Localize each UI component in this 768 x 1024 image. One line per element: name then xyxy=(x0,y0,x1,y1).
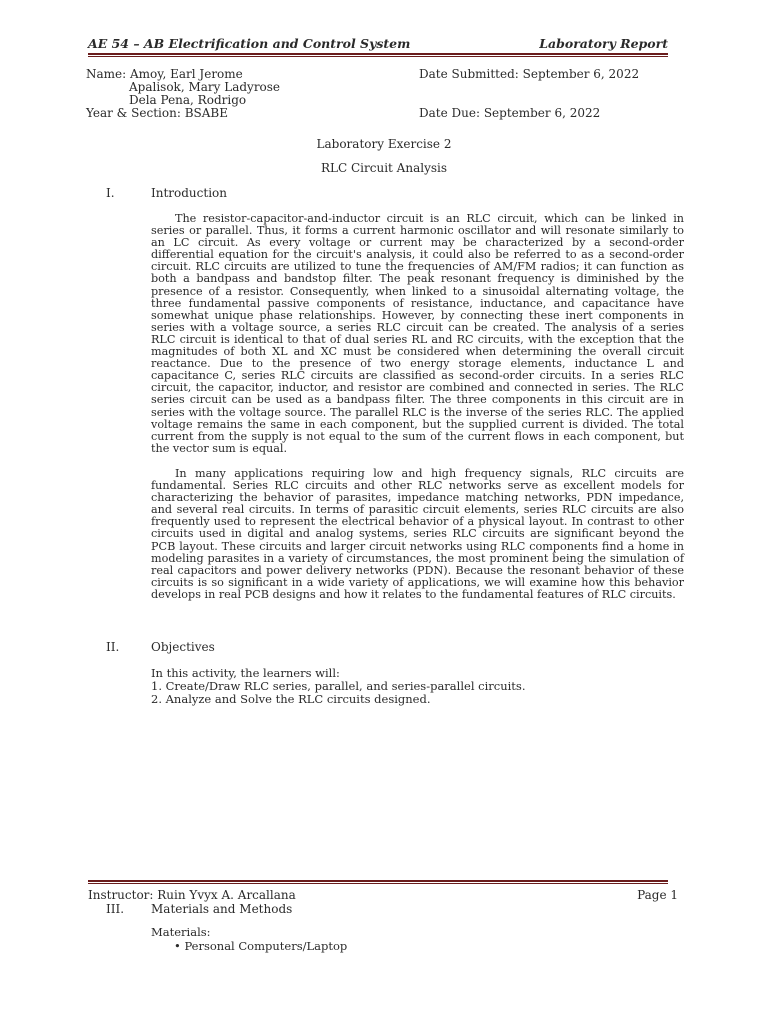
page-number: Page 1 xyxy=(637,888,678,902)
objective-item-1: 1. Create/Draw RLC series, parallel, and series-parallel circuits. xyxy=(151,679,526,693)
footer-rule xyxy=(88,880,668,882)
name-label: Name: xyxy=(86,67,127,81)
section-title-materials: Materials and Methods xyxy=(151,902,293,916)
instructor-name: Instructor: Ruin Yvyx A. Arcallana xyxy=(88,888,296,902)
exercise-number: Laboratory Exercise 2 xyxy=(316,137,452,151)
section-numeral-objectives: II. xyxy=(106,640,120,654)
student-name-2: Apalisok, Mary Ladyrose xyxy=(129,80,281,94)
intro-paragraph-1: The resistor-capacitor-and-inductor circuit is an RLC circuit, which can be linked in series or parallel. Thus, it forms a current harmonic oscillator and will resonate similarly to an LC circuit. As every voltage or current may be characterized by a second-order differential equation for the circuit's analysis, it could also be referred to as a second-order circuit. RLC circuits are utilized to tune the frequencies of AM/FM radios; it can function as both a bandpass and bandstop filter. The peak resonant frequency is diminished by the presence of a resistor. Consequently, when linked to a sinusoidal alternating voltage, the three fundamental passive components of resistance, inductance, and capacitance have somewhat unique phase relationships. However, by connecting these inert components in series with a voltage source, a series RLC circuit can be created. The analysis of a series RLC circuit is identical to that of dual series RL and RC circuits, with the exception that the magnitudes of both XL and XC must be considered when determining the overall circuit reactance. Due to the presence of two energy storage elements, inductance L and capacitance C, series RLC circuits are classified as second-order circuits. In a series RLC circuit, the capacitor, inductor, and resistor are combined and connected in series. The RLC series circuit can be used as a bandpass filter. The three components in this circuit are in series with the voltage source. The parallel RLC is the inverse of the series RLC. The applied voltage remains the same in each component, but the supplied current is divided. The total current from the supply is not equal to the sum of the current flows in each component, but the vector sum is equal. xyxy=(151,212,684,455)
date-submitted: Date Submitted: September 6, 2022 xyxy=(419,67,640,81)
date-due: Date Due: September 6, 2022 xyxy=(419,106,601,120)
student-name-3: Dela Pena, Rodrigo xyxy=(129,93,247,107)
year-section: Year & Section: BSABE xyxy=(86,106,228,120)
course-title: AE 54 – AB Electrification and Control System xyxy=(88,36,411,51)
materials-subhead: Materials: xyxy=(151,925,211,939)
section-title-objectives: Objectives xyxy=(151,640,215,654)
objectives-lead: In this activity, the learners will: xyxy=(151,666,340,680)
document-type: Laboratory Report xyxy=(539,36,668,51)
footer-rule-thin xyxy=(88,883,668,884)
header-rule xyxy=(88,53,668,55)
header-rule-thin xyxy=(88,56,668,57)
section-numeral-materials: III. xyxy=(106,902,125,916)
section-numeral-intro: I. xyxy=(106,186,115,200)
intro-paragraph-2: In many applications requiring low and high frequency signals, RLC circuits are fundamental. Series RLC circuits and other RLC networks serve as excellent models for characterizing the behavior of parasites, impedance matching networks, PDN impedance, and several real circuits. In terms of parasitic circuit elements, series RLC circuits are also frequently used to represent the electrical behavior of a physical layout. In contrast to other circuits used in digital and analog systems, series RLC circuits are significant beyond the PCB layout. These circuits and larger circuit networks using RLC components find a home in modeling parasites in a variety of circumstances, the most prominent being the simulation of real capacitors and power delivery networks (PDN). Because the resonant behavior of these circuits is so significant in a wide variety of applications, we will examine how this behavior develops in real PCB designs and how it relates to the fundamental features of RLC circuits. xyxy=(151,467,684,601)
student-name-1: Amoy, Earl Jerome xyxy=(130,67,243,81)
exercise-title: RLC Circuit Analysis xyxy=(321,161,447,175)
material-item-1: • Personal Computers/Laptop xyxy=(174,939,348,953)
section-title-intro: Introduction xyxy=(151,186,227,200)
objective-item-2: 2. Analyze and Solve the RLC circuits designed. xyxy=(151,692,431,706)
